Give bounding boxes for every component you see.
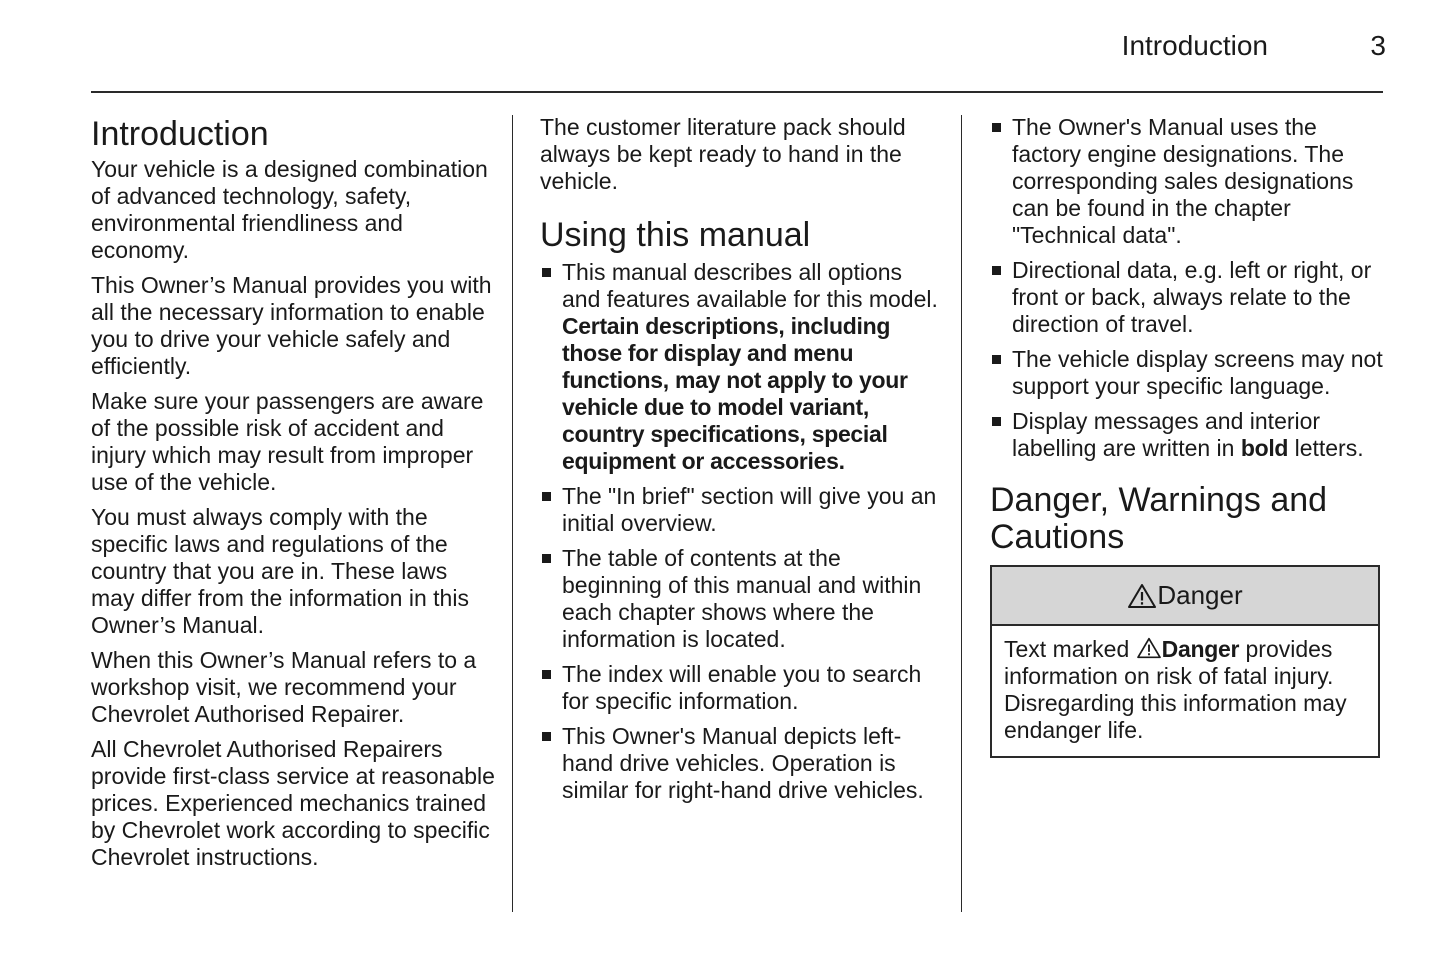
list-item-text: This Owner's Manual depicts left-hand drive vehicles. Operation is similar for right-hand drive vehicles. bbox=[562, 723, 924, 803]
using-manual-list bbox=[540, 259, 945, 804]
manual-notes-list bbox=[990, 114, 1385, 462]
danger-callout-body bbox=[992, 626, 1378, 756]
intro-paragraph: You must always comply with the specific laws and regulations of the country that you are in. These laws may differ from the information in this Owner’s Manual. bbox=[91, 504, 469, 638]
section-heading-using-manual: Using this manual bbox=[540, 216, 811, 254]
list-item bbox=[990, 114, 1385, 249]
danger-callout-box bbox=[990, 565, 1380, 758]
bullet-square-icon bbox=[992, 266, 1001, 275]
danger-callout-title: Danger bbox=[1157, 580, 1243, 610]
intro-paragraph: When this Owner’s Manual refers to a workshop visit, we recommend your Chevrolet Authorised Repairer. bbox=[91, 647, 477, 727]
warning-triangle-icon bbox=[1136, 637, 1162, 659]
list-item-text: Display messages and interior labelling are written in bbox=[1012, 408, 1321, 461]
danger-callout-header bbox=[992, 567, 1378, 626]
column-divider-right bbox=[961, 115, 962, 912]
column-introduction bbox=[91, 114, 496, 879]
section-heading-introduction: Introduction bbox=[91, 115, 269, 153]
list-item bbox=[540, 483, 945, 537]
column-using-manual bbox=[540, 114, 945, 812]
list-item bbox=[540, 661, 945, 715]
running-title: Introduction bbox=[1121, 30, 1268, 61]
intro-paragraph: All Chevrolet Authorised Repairers provide first-class service at reasonable prices. Experienced mechanics trained by Chevrolet work according to specific Chevrolet instructions. bbox=[91, 736, 495, 870]
list-item bbox=[540, 545, 945, 653]
list-item-text: The Owner's Manual uses the factory engine designations. The corresponding sales designations can be found in the chapter "Technical data". bbox=[1012, 114, 1354, 248]
list-item-text: This manual describes all options and features available for this model. bbox=[562, 259, 938, 312]
bullet-square-icon bbox=[542, 732, 551, 741]
intro-paragraph: Make sure your passengers are aware of the possible risk of accident and injury which may result from improper use of the vehicle. bbox=[91, 388, 484, 495]
page-number: 3 bbox=[1370, 30, 1386, 61]
bullet-square-icon bbox=[992, 123, 1001, 132]
list-item-bold-text: Certain descriptions, including those for display and menu functions, may not apply to your vehicle due to model variant, country specifications, special equipment or accessories. bbox=[562, 313, 908, 474]
list-item bbox=[990, 346, 1385, 400]
column-divider-left bbox=[512, 115, 513, 912]
danger-body-text: provides information on risk of fatal injury. Disregarding this information may endanger life. bbox=[1004, 636, 1347, 743]
danger-keyword: Danger bbox=[1161, 636, 1240, 662]
bullet-square-icon bbox=[542, 492, 551, 501]
bullet-square-icon bbox=[542, 554, 551, 563]
danger-body-text: Text marked bbox=[1004, 636, 1136, 662]
literature-pack-paragraph: The customer literature pack should always be kept ready to hand in the vehicle. bbox=[540, 114, 906, 194]
list-item bbox=[990, 257, 1385, 338]
list-item bbox=[540, 723, 945, 804]
list-item bbox=[540, 259, 945, 475]
list-item-text: The index will enable you to search for specific information. bbox=[562, 661, 922, 714]
header-rule bbox=[91, 91, 1383, 93]
column-notes-and-danger bbox=[990, 114, 1385, 758]
bullet-square-icon bbox=[542, 268, 551, 277]
list-item-text: Directional data, e.g. left or right, or front or back, always relate to the direction of travel. bbox=[1012, 257, 1372, 337]
list-item-text: The vehicle display screens may not support your specific language. bbox=[1012, 346, 1383, 399]
bullet-square-icon bbox=[992, 417, 1001, 426]
section-heading-danger-warnings: Danger, Warnings and Cautions bbox=[990, 481, 1328, 556]
list-item-text: letters. bbox=[1288, 435, 1364, 461]
bullet-square-icon bbox=[992, 355, 1001, 364]
page-header bbox=[1000, 30, 1386, 66]
bullet-square-icon bbox=[542, 670, 551, 679]
list-item bbox=[990, 408, 1385, 462]
list-item-text: The table of contents at the beginning of this manual and within each chapter shows where the information is located. bbox=[562, 545, 922, 652]
list-item-text: The "In brief" section will give you an initial overview. bbox=[562, 483, 937, 536]
warning-triangle-icon bbox=[1127, 583, 1157, 609]
list-item-bold-text: bold bbox=[1240, 435, 1289, 461]
intro-paragraph: This Owner’s Manual provides you with all the necessary information to enable you to drive your vehicle safely and efficiently. bbox=[91, 272, 492, 379]
intro-paragraph: Your vehicle is a designed combination of advanced technology, safety, environmental friendliness and economy. bbox=[91, 156, 488, 263]
